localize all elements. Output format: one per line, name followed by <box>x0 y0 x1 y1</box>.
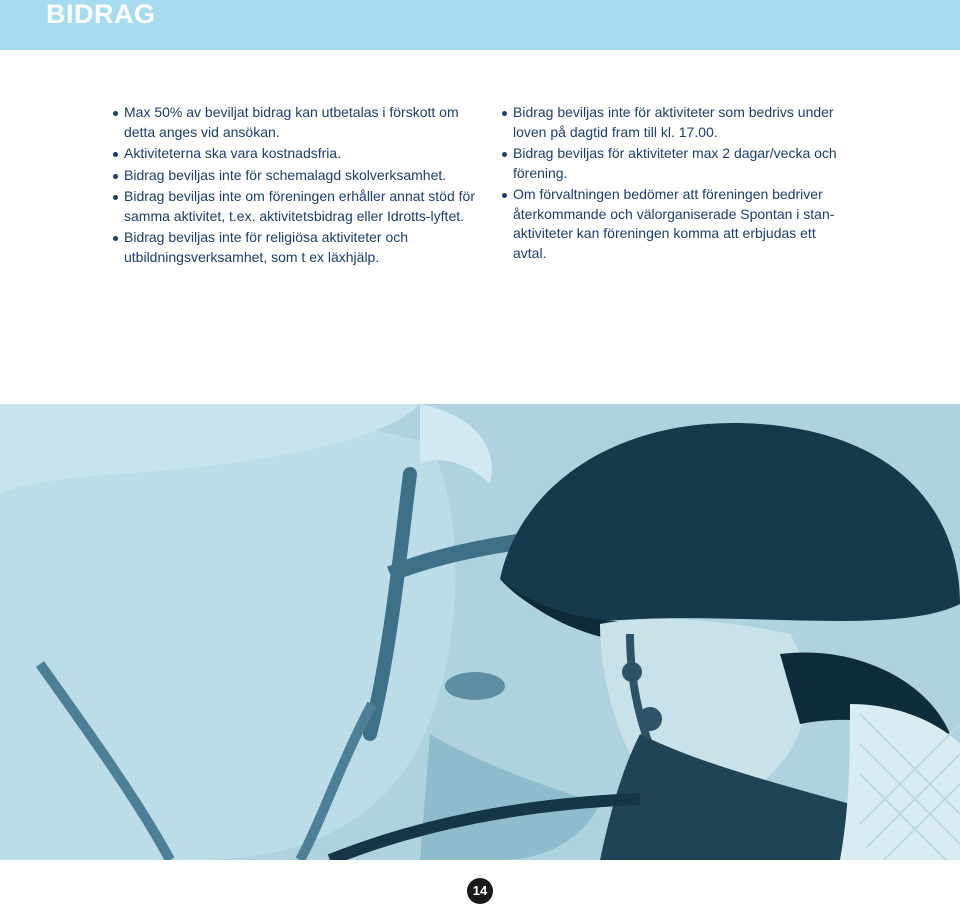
list-item <box>113 144 483 164</box>
right-bullet-list <box>502 103 842 265</box>
list-item <box>502 144 842 183</box>
list-item-text: Aktiviteterna ska vara kostnadsfria. <box>124 145 342 161</box>
list-item-text: Bidrag beviljas inte för schemalagd skolverksamhet. <box>124 166 447 183</box>
list-item <box>502 103 842 142</box>
page-title: BIDRAG <box>46 0 156 29</box>
page-number-badge: 14 <box>467 878 493 904</box>
bullet-icon <box>113 195 118 200</box>
list-item-text: Bidrag beviljas för aktiviteter max 2 dagar/vecka och förening. <box>513 145 837 181</box>
list-item-text: Om förvaltningen bedömer att föreningen bedriver återkommande och välorganiserade Spontan i stan-aktiviteter kan föreningen komma att erbjudas ett avtal. <box>513 186 835 261</box>
list-item <box>113 103 483 142</box>
bullet-icon <box>502 193 507 198</box>
list-item <box>113 166 483 186</box>
bullet-icon <box>502 111 507 116</box>
bullet-icon <box>502 152 507 157</box>
list-item-text: Bidrag beviljas inte för aktiviteter som bedrivs under loven på dagtid fram till kl. 17.00. <box>513 104 834 140</box>
horse-rider-photo <box>0 404 960 860</box>
bullet-icon <box>113 152 118 157</box>
header-band <box>0 0 960 50</box>
left-bullet-list <box>113 103 483 269</box>
list-item <box>502 185 842 263</box>
list-item-text: Bidrag beviljas inte om föreningen erhåller annat stöd för samma aktivitet, t.ex. aktivitetsbidrag eller Idrotts-lyftet. <box>124 188 475 224</box>
list-item-text: Max 50% av beviljat bidrag kan utbetalas i förskott om detta anges vid ansökan. <box>124 104 459 140</box>
bullet-icon <box>113 174 118 179</box>
bullet-icon <box>113 111 118 116</box>
list-item <box>113 228 483 267</box>
list-item-text: Bidrag beviljas inte för religiösa aktiviteter och utbildningsverksamhet, som t ex läxhjälp. <box>124 229 409 265</box>
bullet-icon <box>113 236 118 241</box>
list-item <box>113 187 483 226</box>
